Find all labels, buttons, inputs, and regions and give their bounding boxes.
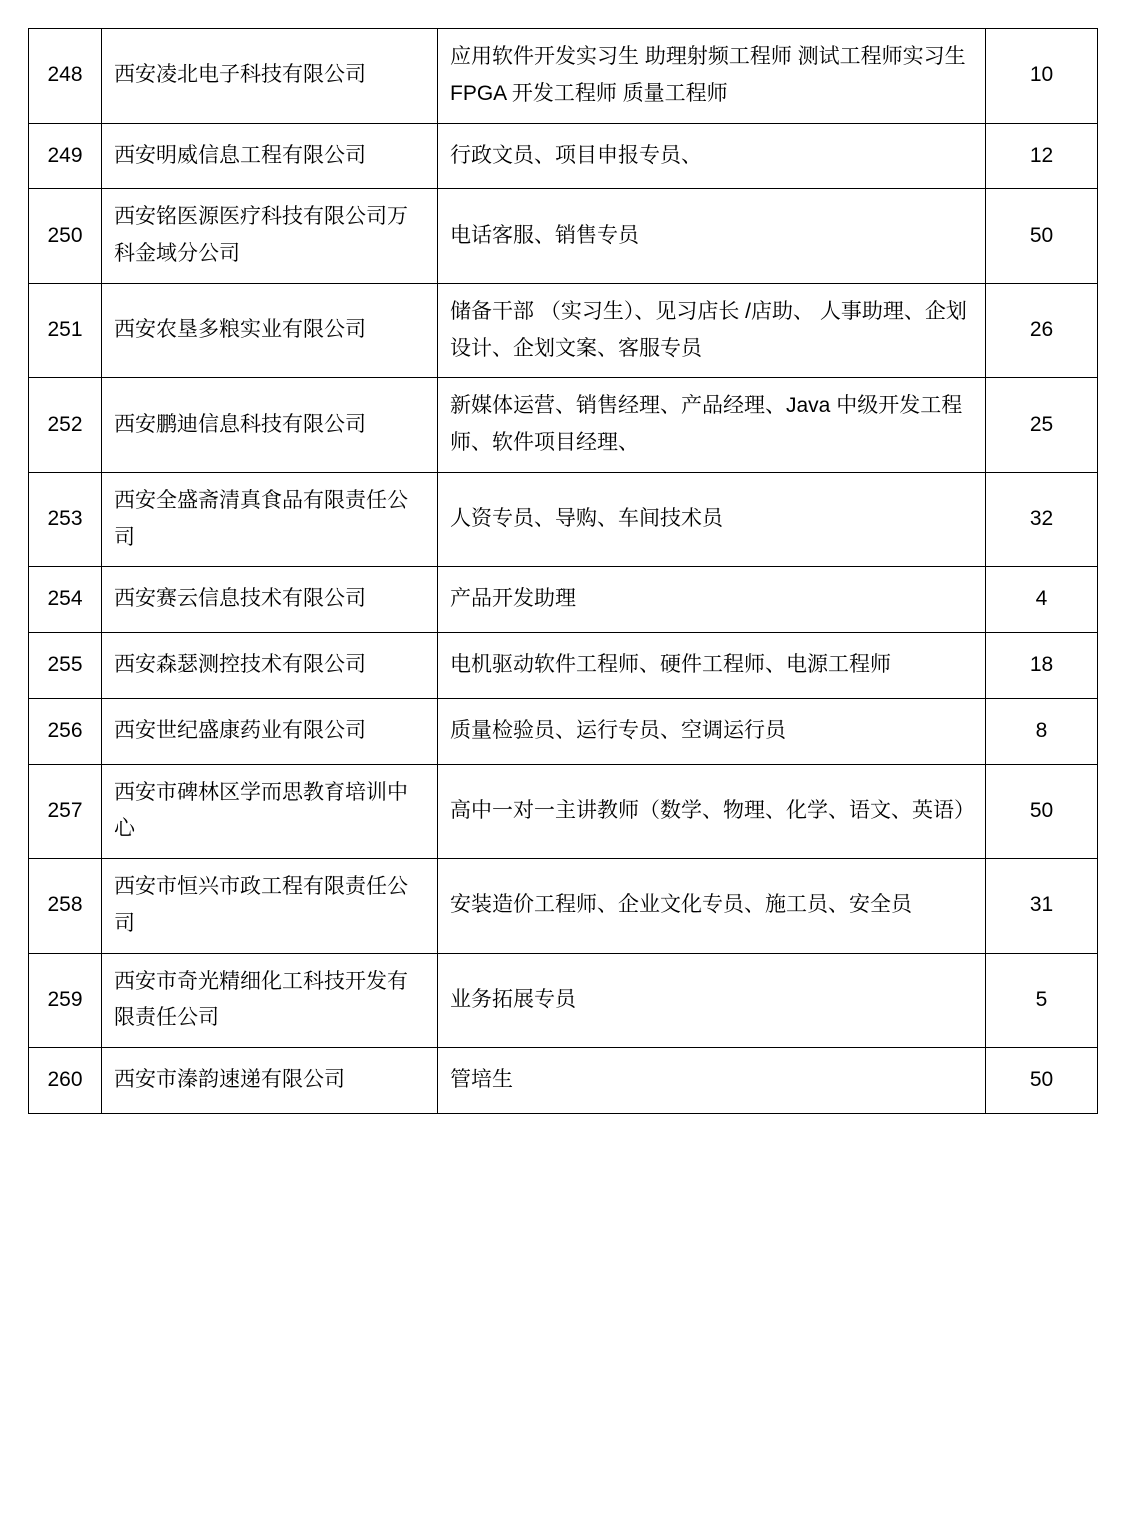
table-row	[29, 123, 1098, 189]
row-positions: 新媒体运营、销售经理、产品经理、Java 中级开发工程师、软件项目经理、	[438, 378, 986, 473]
row-count: 50	[986, 189, 1098, 284]
row-positions: 行政文员、项目申报专员、	[438, 123, 986, 189]
row-count: 5	[986, 953, 1098, 1048]
row-index: 248	[29, 29, 102, 124]
table-row	[29, 567, 1098, 633]
row-company: 西安鹏迪信息科技有限公司	[102, 378, 438, 473]
row-positions: 产品开发助理	[438, 567, 986, 633]
row-index: 250	[29, 189, 102, 284]
row-company: 西安赛云信息技术有限公司	[102, 567, 438, 633]
row-index: 251	[29, 283, 102, 378]
row-count: 18	[986, 633, 1098, 699]
row-company: 西安凌北电子科技有限公司	[102, 29, 438, 124]
recruitment-table	[28, 28, 1098, 1114]
row-index: 249	[29, 123, 102, 189]
row-index: 254	[29, 567, 102, 633]
row-company: 西安铭医源医疗科技有限公司万科金域分公司	[102, 189, 438, 284]
row-count: 10	[986, 29, 1098, 124]
row-positions: 业务拓展专员	[438, 953, 986, 1048]
row-company: 西安世纪盛康药业有限公司	[102, 698, 438, 764]
row-index: 258	[29, 859, 102, 954]
row-positions: 储备干部 （实习生）、见习店长 /店助、 人事助理、企划设计、企划文案、客服专员	[438, 283, 986, 378]
row-company: 西安市奇光精细化工科技开发有限责任公司	[102, 953, 438, 1048]
row-company: 西安市碑林区学而思教育培训中心	[102, 764, 438, 859]
row-count: 4	[986, 567, 1098, 633]
row-company: 西安明威信息工程有限公司	[102, 123, 438, 189]
table-body	[29, 29, 1098, 1114]
table-row	[29, 472, 1098, 567]
row-company: 西安全盛斋清真食品有限责任公司	[102, 472, 438, 567]
row-company: 西安农垦多粮实业有限公司	[102, 283, 438, 378]
row-count: 50	[986, 764, 1098, 859]
row-count: 31	[986, 859, 1098, 954]
row-positions: 人资专员、导购、车间技术员	[438, 472, 986, 567]
row-count: 32	[986, 472, 1098, 567]
row-company: 西安森瑟测控技术有限公司	[102, 633, 438, 699]
row-count: 25	[986, 378, 1098, 473]
row-index: 259	[29, 953, 102, 1048]
row-company: 西安市恒兴市政工程有限责任公司	[102, 859, 438, 954]
row-count: 26	[986, 283, 1098, 378]
table-row	[29, 189, 1098, 284]
row-index: 257	[29, 764, 102, 859]
table-row	[29, 378, 1098, 473]
table-row	[29, 859, 1098, 954]
row-index: 260	[29, 1048, 102, 1114]
row-positions: 管培生	[438, 1048, 986, 1114]
table-row	[29, 283, 1098, 378]
table-row	[29, 29, 1098, 124]
table-row	[29, 633, 1098, 699]
row-count: 12	[986, 123, 1098, 189]
row-index: 256	[29, 698, 102, 764]
row-positions: 应用软件开发实习生 助理射频工程师 测试工程师实习生 FPGA 开发工程师 质量工程师	[438, 29, 986, 124]
row-company: 西安市溱韵速递有限公司	[102, 1048, 438, 1114]
row-index: 252	[29, 378, 102, 473]
table-row	[29, 1048, 1098, 1114]
row-index: 255	[29, 633, 102, 699]
row-positions: 高中一对一主讲教师（数学、物理、化学、语文、英语）	[438, 764, 986, 859]
table-row	[29, 953, 1098, 1048]
table-row	[29, 764, 1098, 859]
row-count: 8	[986, 698, 1098, 764]
row-index: 253	[29, 472, 102, 567]
row-positions: 电机驱动软件工程师、硬件工程师、电源工程师	[438, 633, 986, 699]
row-positions: 质量检验员、运行专员、空调运行员	[438, 698, 986, 764]
row-count: 50	[986, 1048, 1098, 1114]
row-positions: 电话客服、销售专员	[438, 189, 986, 284]
row-positions: 安装造价工程师、企业文化专员、施工员、安全员	[438, 859, 986, 954]
table-row	[29, 698, 1098, 764]
